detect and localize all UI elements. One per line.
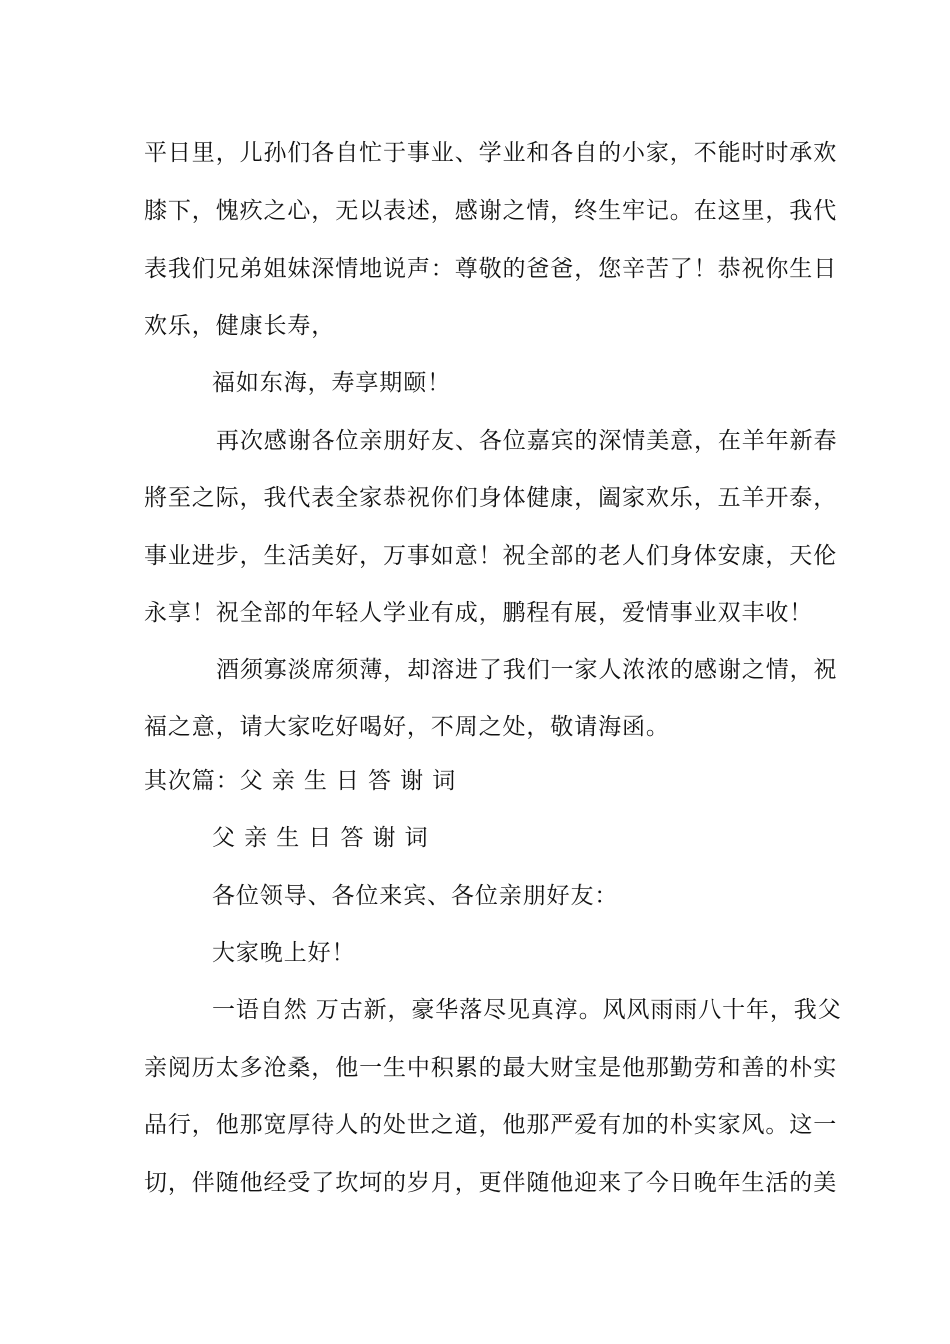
text-line: 福如东海，寿享期颐！	[212, 370, 451, 396]
text-line: 將至之际，我代表全家恭祝你们身体健康，阖家欢乐，五羊开泰，	[144, 485, 838, 511]
text-line: 亲阅历太多沧桑，他一生中积累的最大财宝是他那勤劳和善的朴实	[144, 1055, 838, 1081]
text-line: 事业进步，生活美好，万事如意！祝全部的老人们身体安康，天伦	[144, 543, 838, 569]
text-line: 一语自然 万古新，豪华落尽见真淳。风风雨雨八十年，我父	[212, 997, 842, 1023]
text-line: 福之意，请大家吃好喝好，不周之处，敬请海函。	[144, 714, 670, 740]
greeting: 大家晚上好！	[212, 940, 356, 966]
text-line: 欢乐，健康长寿，	[144, 313, 336, 339]
text-line: 膝下，愧疚之心，无以表述，感谢之情，终生牢记。在这里，我代	[144, 198, 838, 224]
section-heading: 其次篇：父 亲 生 日 答 谢 词	[144, 768, 457, 794]
text-line: 酒须寡淡席须薄，却溶进了我们一家人浓浓的感谢之情，祝	[216, 657, 838, 683]
text-line: 切，伴随他经受了坎坷的岁月，更伴随他迎来了今日晚年生活的美	[144, 1170, 838, 1196]
document-title: 父 亲 生 日 答 谢 词	[212, 825, 429, 851]
text-line: 品行，他那宽厚待人的处世之道，他那严爱有加的朴实家风。这一	[144, 1112, 838, 1138]
salutation: 各位领导、各位来宾、各位亲朋好友：	[212, 883, 619, 909]
text-line: 表我们兄弟姐妹深情地说声：尊敬的爸爸，您辛苦了！恭祝你生日	[144, 256, 838, 282]
text-line: 永享！祝全部的年轻人学业有成，鹏程有展，爱情事业双丰收！	[144, 600, 814, 626]
text-line: 再次感谢各位亲朋好友、各位嘉宾的深情美意，在羊年新春	[216, 428, 838, 454]
text-line: 平日里，儿孙们各自忙于事业、学业和各自的小家，不能时时承欢	[144, 140, 838, 166]
